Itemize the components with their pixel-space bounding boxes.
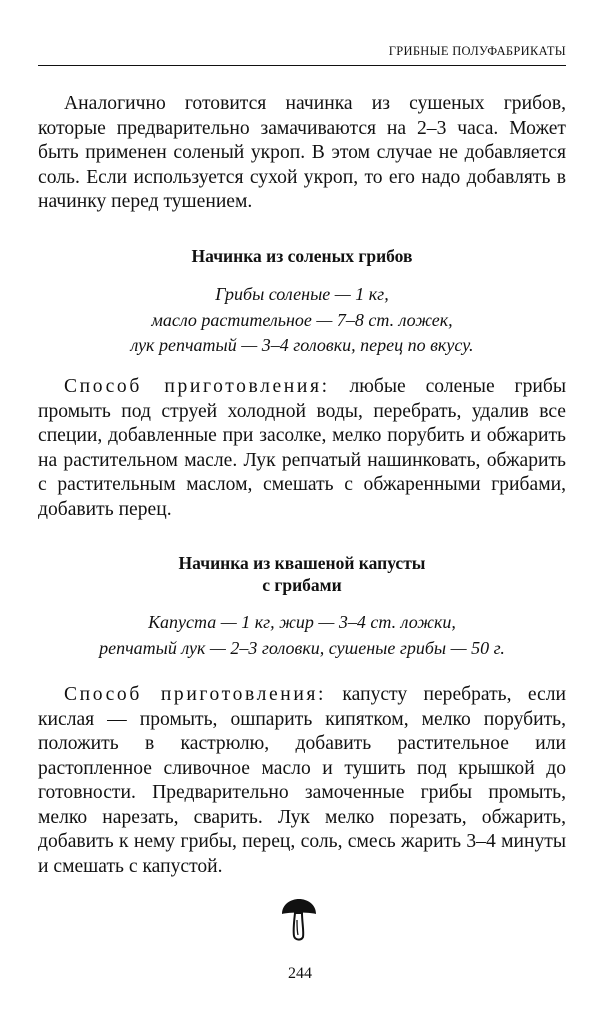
- running-title: ГРИБНЫЕ ПОЛУФАБРИКАТЫ: [388, 44, 566, 58]
- method-text: капусту перебрать, если кислая — промыть, ошпарить кипятком, мелко порубить, положить в кастрюлю, добавить растительное или растопленное сливочное масло и тушить под крышкой до готовности. Предварительно замоченные грибы промыть, мелко нарезать, сварить. Лук мелко порезать, обжарить, добавить к нему грибы, перец, соль, смесь жарить 3–4 минуты и смешать с капустой.: [38, 684, 566, 877]
- recipe-1-method: [38, 375, 566, 522]
- method-label: Способ приготовления:: [64, 684, 327, 705]
- recipe-2-method: [38, 683, 566, 879]
- recipe-1-ingredients: [38, 282, 566, 359]
- recipe-2-title-line1: Начинка из квашеной капусты: [178, 553, 426, 573]
- recipe-2-ingredients: [38, 610, 566, 661]
- intro-paragraph: Аналогично готовится начинка из сушеных грибов, которые предварительно замачиваются на 2–3 часа. Может быть применен соленый укроп. В этом случае не добавляется соль. Если используется сухой укроп, то его надо добавлять в начинку перед тушением.: [38, 93, 566, 212]
- header-rule: [38, 65, 566, 66]
- method-text: любые соленые грибы промыть под струей холодной воды, перебрать, удалив все специи, добавленные при засолке, мелко порубить и обжарить на растительном масле. Лук репчатый нашинковать, обжарить с растительным маслом, смешать с обжаренными грибами, добавить перец.: [38, 376, 566, 520]
- recipe-2-title-line2: с грибами: [262, 575, 342, 595]
- page-number: 244: [288, 965, 312, 982]
- ingredient-line: Грибы соленые — 1 кг,: [215, 284, 389, 304]
- recipe-2-title: [38, 552, 566, 596]
- ingredient-line: лук репчатый — 3–4 головки, перец по вкусу.: [130, 335, 474, 355]
- method-label: Способ приготовления:: [64, 376, 330, 397]
- ingredient-line: репчатый лук — 2–3 головки, сушеные грибы — 50 г.: [99, 637, 505, 658]
- recipe-1-title: Начинка из соленых грибов: [191, 246, 413, 266]
- ingredient-line: Капуста — 1 кг, жир — 3–4 ст. ложки,: [148, 612, 456, 632]
- ingredient-line: масло растительное — 7–8 ст. ложек,: [151, 309, 453, 330]
- mushroom-icon: [279, 896, 319, 942]
